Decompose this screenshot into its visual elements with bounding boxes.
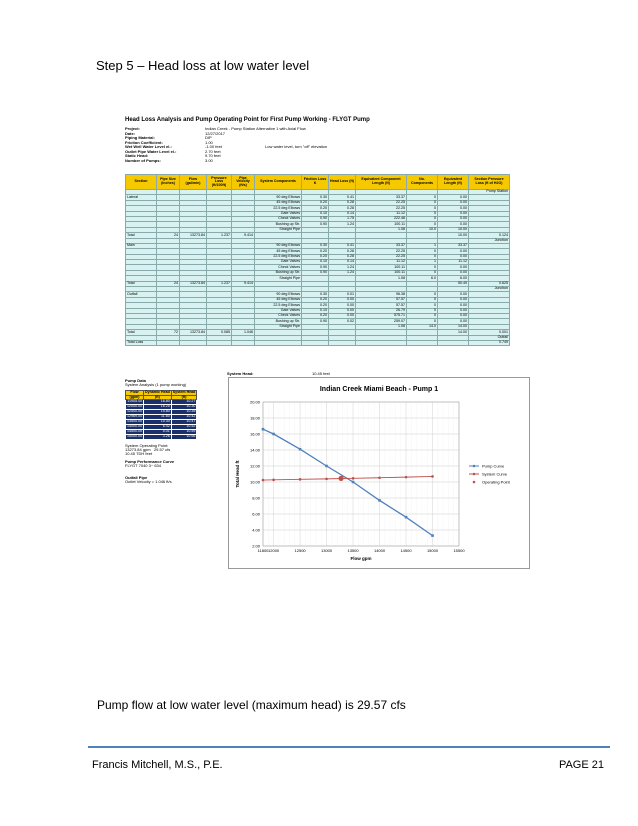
col-header: Equivalent Component Length (ft) <box>356 175 407 190</box>
table-cell: 0 <box>407 308 438 313</box>
table-cell: 57.57 <box>356 303 407 308</box>
table-cell: Gate Valves <box>255 308 302 313</box>
table-cell: Bushing up Str. <box>255 222 302 227</box>
y-tick-label: 10.00 <box>249 479 260 485</box>
table-cell: 0.14 <box>329 211 356 216</box>
system-curve-point <box>299 478 302 481</box>
table-cell: 14.00 <box>438 330 469 335</box>
table-cell: 0.28 <box>329 254 356 259</box>
table-cell: 0.00 <box>438 292 469 297</box>
col-header: Section Pressure Loss (ft of H2O) <box>469 175 510 190</box>
table-cell <box>438 340 469 345</box>
info-v: 2.70 feet <box>205 148 221 154</box>
footer-rule <box>88 746 610 748</box>
table-cell: 0 <box>407 249 438 254</box>
table-cell: 0.00 <box>438 254 469 259</box>
table-cell: 1.08 <box>356 276 407 281</box>
col-header: Equivalent Length (ft) <box>438 175 469 190</box>
outfall-label: Outlet Velocity = <box>125 479 155 485</box>
info-row <box>125 159 485 164</box>
outfall-title: Outfall Pipe <box>125 475 148 481</box>
pump-curve-point <box>272 433 275 436</box>
table-cell: 1.237 <box>207 281 232 286</box>
pump-cell: 11905.00 <box>127 399 142 404</box>
pump-cell: 6.42 <box>144 425 172 430</box>
table-cell: 1.75 <box>329 216 356 221</box>
table-cell: 0 <box>407 216 438 221</box>
y-tick-label: 18.00 <box>249 415 260 421</box>
table-cell: Straight Pipe <box>255 324 302 329</box>
table-cell: 0.625 <box>469 281 510 286</box>
system-head-label: System Head: <box>227 371 254 376</box>
table-cell: 0.90 <box>302 270 329 275</box>
pump-cell: 14000.00 <box>127 424 142 429</box>
table-cell: Total <box>126 330 157 335</box>
table-cell: Total Loss <box>126 340 157 345</box>
table-cell <box>255 340 302 345</box>
table-cell: 575.71 <box>356 313 407 318</box>
info-k: Number of Pumps: <box>125 157 161 163</box>
pump-cell: 10.47 <box>171 420 197 425</box>
table-cell: 1.24 <box>329 222 356 227</box>
col-header: No. Components <box>407 175 438 190</box>
pump-cell: 15000.00 <box>127 434 142 439</box>
table-cell: 0.30 <box>302 195 329 200</box>
pump-cell: 12500.00 <box>127 409 142 414</box>
table-cell: 0.00 <box>438 265 469 270</box>
table-cell: 22.25 <box>356 200 407 205</box>
table-cell: 0.90 <box>302 222 329 227</box>
table-cell: 24 <box>157 281 180 286</box>
table-cell: 22.5 deg Elbows <box>255 303 302 308</box>
footer-author: Francis Mitchell, M.S., P.E. <box>92 759 223 771</box>
table-cell: Straight Pipe <box>255 227 302 232</box>
table-cell: 90 deg Elbows <box>255 195 302 200</box>
table-cell: 0.749 <box>469 340 510 345</box>
table-cell: 0.00 <box>438 211 469 216</box>
table-cell: 1.08 <box>356 324 407 329</box>
table-cell: 0.10 <box>302 211 329 216</box>
table-cell: Total <box>126 233 157 238</box>
table-cell: 0 <box>407 292 438 297</box>
table-cell: Main <box>126 243 157 248</box>
col-dyn: Dynamic Head <box>145 390 170 394</box>
op-title: System Operating Point: <box>125 443 169 449</box>
table-cell: Bushing up Str. <box>255 319 302 324</box>
table-cell: 0 <box>407 200 438 205</box>
table-cell: 0.00 <box>438 297 469 302</box>
x-tick-label: 13000 <box>321 548 333 553</box>
table-cell: 0.90 <box>302 319 329 324</box>
sheet-title: Head Loss Analysis and Pump Operating Point for First Pump Working - FLYGT Pump <box>125 117 370 123</box>
table-cell: 0.30 <box>302 292 329 297</box>
table-cell: Outfall <box>126 292 157 297</box>
pump-data <box>125 379 197 484</box>
legend-swatch-marker <box>473 481 476 484</box>
table-cell: 0.41 <box>329 195 356 200</box>
table-cell <box>329 340 356 345</box>
table-cell: 259.07 <box>356 319 407 324</box>
info-k: Friction Coefficient: <box>125 139 163 145</box>
table-cell: 0.01 <box>329 292 356 297</box>
table-cell: 45 deg Elbows <box>255 297 302 302</box>
col-header: System Components <box>255 175 302 190</box>
pump-cell: 16.25 <box>144 405 172 410</box>
table-cell: 0.085 <box>207 330 232 335</box>
table-cell: 0.20 <box>302 303 329 308</box>
table-cell: 0.00 <box>438 216 469 221</box>
table-cell: Check Valves <box>255 216 302 221</box>
pump-cell: 10.52 <box>171 425 197 430</box>
x-tick-label: 14000 <box>373 548 386 553</box>
table-cell: 0.00 <box>438 303 469 308</box>
plot-area <box>263 402 459 546</box>
table-cell: 0 <box>407 297 438 302</box>
table-cell: Bushing up Str. <box>255 270 302 275</box>
y-tick-label: 8.00 <box>252 495 260 501</box>
table-cell: 0.90 <box>302 216 329 221</box>
info-v: 12/27/2017 <box>205 130 226 136</box>
legend-swatch-marker <box>473 465 476 468</box>
table-cell: 0.14 <box>329 260 356 265</box>
table-cell: 0.30 <box>302 243 329 248</box>
table-cell: 0.41 <box>329 243 356 248</box>
table-cell: 14.00 <box>438 324 469 329</box>
table-cell: 22.25 <box>356 249 407 254</box>
operating-point-marker <box>338 476 343 481</box>
pump-curve-point <box>378 499 381 502</box>
table-cell: 50.49 <box>438 281 469 286</box>
pump-curve-point <box>325 465 328 468</box>
col-header: Pressure Loss (ft/100ft) <box>207 175 232 190</box>
y-tick-label: 2.00 <box>252 543 260 549</box>
curve-model: FLYGT 7040 3~ 634 <box>125 463 161 469</box>
x-tick-label: 14500 <box>400 548 412 553</box>
system-head-value: 10.45 feet <box>312 371 330 376</box>
table-cell: 1 <box>407 260 438 265</box>
table-cell: 0 <box>407 222 438 227</box>
table-cell: 1.24 <box>329 270 356 275</box>
x-tick-label: 11800 <box>257 548 269 553</box>
table-cell: 13273.84 <box>180 233 207 238</box>
table-cell: 0.90 <box>302 265 329 270</box>
table-cell: 0.00 <box>438 249 469 254</box>
table-cell: 0.28 <box>329 206 356 211</box>
project-info <box>125 127 485 163</box>
table-cell: 0 <box>407 206 438 211</box>
table-cell: 33.37 <box>438 243 469 248</box>
pump-curve-point <box>262 428 265 431</box>
table-cell: 14.0 <box>407 324 438 329</box>
info-k: Static Head: <box>125 153 149 158</box>
pump-row <box>126 435 197 440</box>
system-curve-point <box>325 478 328 481</box>
table-cell: 0 <box>407 265 438 270</box>
system-curve-point <box>272 479 275 482</box>
pump-cell: 10.27 <box>171 400 197 405</box>
legend-swatch-marker <box>473 473 476 476</box>
info-k: Project: <box>125 126 140 131</box>
table-cell: 10.0 <box>407 227 438 232</box>
table-cell: 11.12 <box>438 260 469 265</box>
table-cell: 0.20 <box>302 249 329 254</box>
col-header: Pipe Velocity (ft/s) <box>232 175 255 190</box>
pump-cell: 3.26 <box>144 435 172 440</box>
table-cell <box>157 340 180 345</box>
table-cell: 100.11 <box>356 265 407 270</box>
info-n: Low water level, turn "off" elevation <box>265 144 328 149</box>
table-cell: Junction <box>469 287 510 292</box>
step-title: Step 5 – Head loss at low water level <box>96 58 310 73</box>
table-cell: 0 <box>407 254 438 259</box>
table-cell: 0.00 <box>329 297 356 302</box>
table-cell: 0.20 <box>302 297 329 302</box>
pump-cell: 10.59 <box>171 430 197 435</box>
table-cell: 0.28 <box>329 249 356 254</box>
table-cell: 1 <box>407 243 438 248</box>
table-cell: 96.38 <box>356 292 407 297</box>
table-cell: 90 deg Elbows <box>255 292 302 297</box>
info-k: Wet Well Water Level el.: <box>125 144 172 149</box>
pump-data-title: Pump Data <box>125 378 146 383</box>
col-header: Pipe Size (inches) <box>157 175 180 190</box>
y-tick-label: 4.00 <box>252 527 260 533</box>
table-cell: 100.11 <box>356 270 407 275</box>
pump-cell: 10.66 <box>171 435 197 440</box>
unit-flow: (gpm) <box>126 395 144 400</box>
table-cell <box>180 340 207 345</box>
y-tick-label: 12.00 <box>249 463 260 469</box>
y-tick-label: 6.00 <box>252 511 260 517</box>
table-cell: 0 <box>407 313 438 318</box>
table-cell: 24 <box>157 233 180 238</box>
op-cfs: 29.57 <box>153 447 164 453</box>
table-cell: 0.20 <box>302 206 329 211</box>
table-cell: 0.00 <box>329 313 356 318</box>
table-cell: 0.28 <box>329 200 356 205</box>
table-cell <box>356 340 407 345</box>
table-cell: 22.25 <box>356 206 407 211</box>
pump-curve-point <box>299 448 302 451</box>
op-flow: 13273.84 <box>125 447 142 453</box>
table-cell: 9.414 <box>232 281 255 286</box>
table-cell: 6.00 <box>438 276 469 281</box>
table-cell: 0.00 <box>438 270 469 275</box>
col-header: Friction Loss K <box>302 175 329 190</box>
pump-cell: 10.42 <box>171 415 197 420</box>
info-k: Piping Material: <box>125 135 155 140</box>
pump-cell: 15.80 <box>144 410 172 415</box>
y-axis-label: Total Head ft <box>235 460 240 488</box>
legend-label: System Curve <box>482 471 508 477</box>
table-cell: 0 <box>407 195 438 200</box>
table-cell: 9.414 <box>232 233 255 238</box>
table-cell: Outfall <box>469 335 510 340</box>
curve-title: Pump Performance Curve <box>125 459 175 465</box>
x-tick-label: 13500 <box>347 548 359 553</box>
table-cell: 1.08 <box>356 227 407 232</box>
y-tick-label: 16.00 <box>249 431 260 437</box>
table-cell: 1.24 <box>329 265 356 270</box>
table-cell: 0.00 <box>438 313 469 318</box>
col-header: Head Loss (ft) <box>329 175 356 190</box>
x-axis-label: Flow gpm <box>350 556 372 561</box>
pump-cell: 12000.00 <box>127 404 142 409</box>
table-cell: Total <box>126 281 157 286</box>
system-curve-point <box>378 476 381 479</box>
table-cell: Junction <box>469 238 510 243</box>
pump-data-subtitle: System Analysis (1 pump working) <box>125 382 187 387</box>
system-curve-point <box>405 476 408 479</box>
system-curve-point <box>352 477 355 480</box>
table-row <box>126 340 510 345</box>
table-cell: 72 <box>157 330 180 335</box>
table-cell: 0.20 <box>302 254 329 259</box>
table-cell: 6.0 <box>407 276 438 281</box>
table-cell: Pump Station <box>469 190 510 195</box>
table-cell <box>302 340 329 345</box>
info-v: 9.70 feet <box>205 153 221 158</box>
x-tick-label: 12000 <box>268 548 280 553</box>
table-cell <box>232 340 255 345</box>
caption: Pump flow at low water level (maximum head) is 29.57 cfs <box>97 698 406 712</box>
pump-cell: 10.30 <box>171 405 197 410</box>
info-v: -1.00 feet <box>205 144 222 149</box>
table-cell: 22.25 <box>356 254 407 259</box>
pump-cell: 14500.00 <box>127 429 142 434</box>
footer-page-number: PAGE 21 <box>558 759 604 771</box>
table-cell: 100.11 <box>356 222 407 227</box>
x-tick-label: 15500 <box>453 548 465 553</box>
pump-curve-point <box>405 516 408 519</box>
info-v: DIP <box>205 135 212 140</box>
table-cell: 11.12 <box>356 211 407 216</box>
table-cell: 0.00 <box>438 200 469 205</box>
table-cell: 0 <box>407 303 438 308</box>
table-cell: 222.48 <box>356 216 407 221</box>
table-cell: 0.02 <box>329 319 356 324</box>
legend-label: Pump Curve <box>482 463 505 469</box>
table-cell: 0 <box>407 211 438 216</box>
chart-title: Indian Creek Miami Beach - Pump 1 <box>319 386 439 393</box>
op-head: 10.45 <box>125 451 136 457</box>
pump-curve-point <box>431 534 434 537</box>
info-v: Indian Creek - Pump Station Alternative 1 with Axial Flow <box>205 126 306 131</box>
info-k: Outlet Pipe Water Level el.: <box>125 148 177 154</box>
table-cell: Check Valves <box>255 313 302 318</box>
y-tick-label: 20.00 <box>249 399 260 405</box>
y-tick-label: 14.00 <box>249 447 260 453</box>
pump-curve-point <box>352 481 355 484</box>
table-cell: 0.00 <box>438 206 469 211</box>
table-cell: 45 deg Elbows <box>255 249 302 254</box>
op-cfs-unit: cfs <box>165 447 171 453</box>
pump-cell: 16.80 <box>144 400 172 405</box>
table-cell: 0.10 <box>302 308 329 313</box>
table-cell: 0.00 <box>329 308 356 313</box>
table-cell: 0.00 <box>438 222 469 227</box>
system-curve-point <box>262 479 265 482</box>
table-cell: 45 deg Elbows <box>255 200 302 205</box>
table-cell: 0.10 <box>302 260 329 265</box>
unit-sys: (ft) <box>171 395 197 400</box>
outfall-unit: ft/s <box>166 479 172 485</box>
pump-cell: 12969.00 <box>127 414 142 419</box>
table-cell: Lateral <box>126 195 157 200</box>
info-v: 3.00 <box>205 157 213 163</box>
x-tick-label: 15000 <box>426 548 439 553</box>
table-cell: 0.20 <box>302 200 329 205</box>
table-cell: 26.79 <box>356 308 407 313</box>
legend-label: Operating Point <box>482 479 510 485</box>
col-flow: Flow <box>126 391 144 396</box>
table-cell: 0.00 <box>438 195 469 200</box>
table-cell: 57.57 <box>356 297 407 302</box>
table-cell: 10.00 <box>438 233 469 238</box>
x-tick-label: 12500 <box>294 548 306 553</box>
table-cell: Gate Valves <box>255 260 302 265</box>
table-cell: 0.001 <box>469 330 510 335</box>
outfall-value: 1.046 <box>155 479 166 485</box>
table-cell <box>207 340 232 345</box>
system-curve-point <box>431 475 434 478</box>
pump-cell: 10.39 <box>171 410 197 415</box>
pump-cell: 13500.00 <box>127 419 142 424</box>
pump-cell: 5.01 <box>144 430 172 435</box>
op-flow-unit: gpm <box>142 447 151 453</box>
table-cell <box>407 340 438 345</box>
table-cell: 1.046 <box>232 330 255 335</box>
head-loss-table <box>125 174 510 346</box>
table-cell: 0 <box>407 319 438 324</box>
table-cell: 90 deg Elbows <box>255 243 302 248</box>
outfall-row <box>125 480 197 484</box>
table-cell: 13273.84 <box>180 281 207 286</box>
info-v: 1.00 <box>205 139 213 145</box>
table-cell: 10.00 <box>438 227 469 232</box>
table-cell: 33.37 <box>356 243 407 248</box>
table-cell: 0.00 <box>438 308 469 313</box>
col-header: Section <box>126 175 157 190</box>
table-cell: 22.5 deg Elbows <box>255 254 302 259</box>
table-cell: 1.237 <box>207 233 232 238</box>
pump-data-table <box>125 390 197 440</box>
table-cell: 0.00 <box>329 303 356 308</box>
table-cell: Gate Valves <box>255 211 302 216</box>
unit-dyn: (ft) <box>144 395 172 400</box>
table-cell: 0.124 <box>469 233 510 238</box>
table-cell: 0.20 <box>302 313 329 318</box>
pump-cell: 11.60 <box>144 415 172 420</box>
col-header: Flow (gal/min) <box>180 175 207 190</box>
op-head-unit: TDH feet <box>136 451 153 457</box>
table-cell: 33.37 <box>356 195 407 200</box>
table-cell: 22.5 deg Elbows <box>255 206 302 211</box>
col-sys: System Head <box>172 390 196 394</box>
chart-svg <box>229 378 529 568</box>
table-cell: 11.12 <box>356 260 407 265</box>
table-cell: 13273.84 <box>180 330 207 335</box>
table-cell: Straight Pipe <box>255 276 302 281</box>
info-k: Date: <box>125 130 136 136</box>
op-head-row <box>125 452 197 456</box>
table-cell: Check Valves <box>255 265 302 270</box>
pump-chart <box>228 377 530 569</box>
pump-cell: 10.30 <box>144 420 172 425</box>
table-cell: 0.00 <box>438 319 469 324</box>
table-cell: 0 <box>407 270 438 275</box>
